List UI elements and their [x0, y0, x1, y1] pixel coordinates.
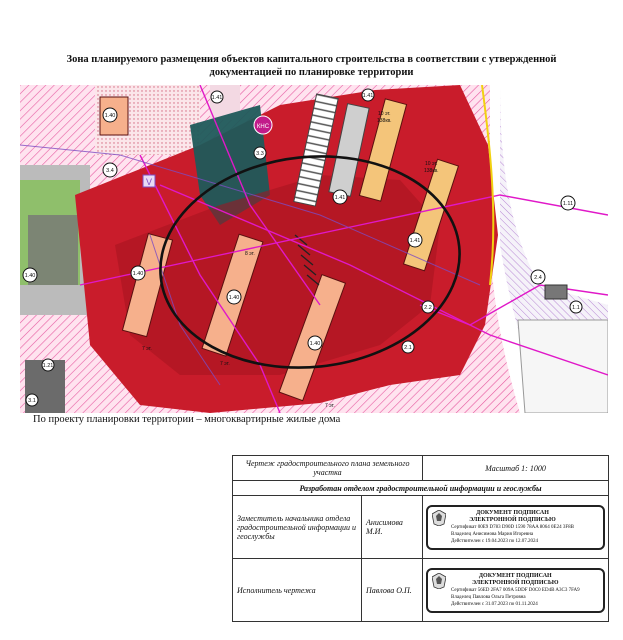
label-text: 1.40: [24, 273, 36, 279]
emblem-icon: [432, 510, 446, 526]
signer-1: Анисимова М.И.: [362, 496, 423, 559]
label-1-41-d: [211, 91, 223, 103]
stamp-row-header: [233, 456, 609, 481]
sig-title-2: ЭЛЕКТРОННОЙ ПОДПИСЬЮ: [469, 516, 556, 523]
e-signature-1: [426, 505, 605, 550]
label-3-3: [254, 147, 266, 159]
sig-owner: Владелец Анисимова Мария Игоревна: [451, 531, 534, 537]
floor-label: 10 эт.: [378, 111, 391, 117]
label-2-4: [531, 270, 545, 284]
map-caption: По проекту планировки территории – многоквартирные жилые дома: [33, 414, 341, 425]
label-text: 1.40: [132, 271, 144, 277]
label-text: 2.2: [424, 305, 432, 311]
e-signature-2: [426, 568, 605, 613]
sig-owner: Владелец Павлова Ольга Петровна: [451, 594, 526, 600]
sig-cert: Сертификат 56ED 2FA7 009A 5DDF D0C0 ED4B A3C3 7FA9: [451, 587, 580, 593]
label-text: 2.1: [404, 345, 412, 351]
sig-title-1: ДОКУМЕНТ ПОДПИСАН: [478, 572, 552, 579]
khns-marker: [254, 116, 272, 134]
label-text: 3.1: [28, 398, 36, 404]
signer-2: Павлова О.П.: [362, 559, 423, 622]
label-3-4: [103, 163, 117, 177]
label-2-1: [402, 341, 414, 353]
label-1-21: [42, 359, 54, 371]
developer-label: Разработан отделом градостроительной информации и геослужбы: [233, 481, 609, 496]
label-text: 1.11: [562, 201, 574, 207]
stamp-row-2: [233, 559, 609, 622]
drawing-label: Чертеж градостроительного плана земельного участка: [233, 456, 423, 481]
floor-label: 7 эт.: [325, 403, 335, 409]
label-1-40-d: [308, 336, 322, 350]
svg-text:V: V: [145, 177, 153, 187]
document-title: [20, 53, 603, 79]
label-text: 1.40: [104, 113, 116, 119]
khns-label: КНС: [256, 124, 270, 130]
stamp-table: [232, 455, 609, 622]
label-1-40-b: [131, 266, 145, 280]
label-1-11: [561, 196, 575, 210]
label-text: 2.4: [534, 275, 542, 281]
position-1: Заместитель начальника отдела градостроительной информации и геослужбы: [233, 496, 362, 559]
label-1-41-c: [362, 89, 374, 101]
label-1-1: [570, 301, 582, 313]
map-svg: [20, 85, 608, 413]
label-text: 1.40: [309, 341, 321, 347]
stamp-row-developer: [233, 481, 609, 496]
label-text: 1.40: [228, 295, 240, 301]
label-1-40-c: [227, 290, 241, 304]
position-2: Исполнитель чертежа: [233, 559, 362, 622]
sig-valid: Действителен с 19.04.2023 по 12.07.2024: [451, 538, 538, 544]
label-text: 3.4: [106, 168, 114, 174]
floor-label: 138кв.: [377, 118, 392, 124]
title-line-1: Зона планируемого размещения объектов капитального строительства в соответствии с утвержденной: [66, 54, 557, 65]
label-1-40-a: [103, 108, 117, 122]
sig-title-2: ЭЛЕКТРОННОЙ ПОДПИСЬЮ: [472, 579, 559, 586]
small-structure: [545, 285, 567, 299]
stamp-row-1: [233, 496, 609, 559]
label-text: 1.41: [334, 195, 346, 201]
floor-label: 8 эт.: [245, 251, 255, 257]
floor-label: 138кв.: [424, 168, 439, 174]
floor-label: 7 эт.: [142, 346, 152, 352]
floor-label: 10 эт.: [425, 161, 438, 167]
sig-cert: Сертификат 00E9 D783 D90D 1590 78AA 8064 0E24 3F8B: [451, 524, 574, 530]
label-text: 1.41: [362, 93, 374, 99]
label-1-41-a: [333, 190, 347, 204]
scale-label: Масштаб 1: 1000: [423, 456, 609, 481]
floor-label: 7 эт.: [220, 361, 230, 367]
label-2-2: [422, 301, 434, 313]
sig-valid: Действителен с 31.07.2023 по 01.11.2024: [451, 601, 538, 607]
label-1-41-b: [408, 233, 422, 247]
label-text: 3.3: [256, 151, 264, 157]
label-1-40-e: [23, 268, 37, 282]
label-text: 1.21: [42, 363, 54, 369]
label-text: 1.41: [211, 95, 223, 101]
label-text: 1.41: [409, 238, 421, 244]
sig-title-1: ДОКУМЕНТ ПОДПИСАН: [476, 509, 549, 516]
label-3-1: [26, 394, 38, 406]
label-text: 1.1: [572, 305, 580, 311]
emblem-icon: [432, 573, 446, 589]
planning-map: [20, 85, 608, 413]
title-line-2: документацией по планировке территории: [209, 67, 414, 78]
